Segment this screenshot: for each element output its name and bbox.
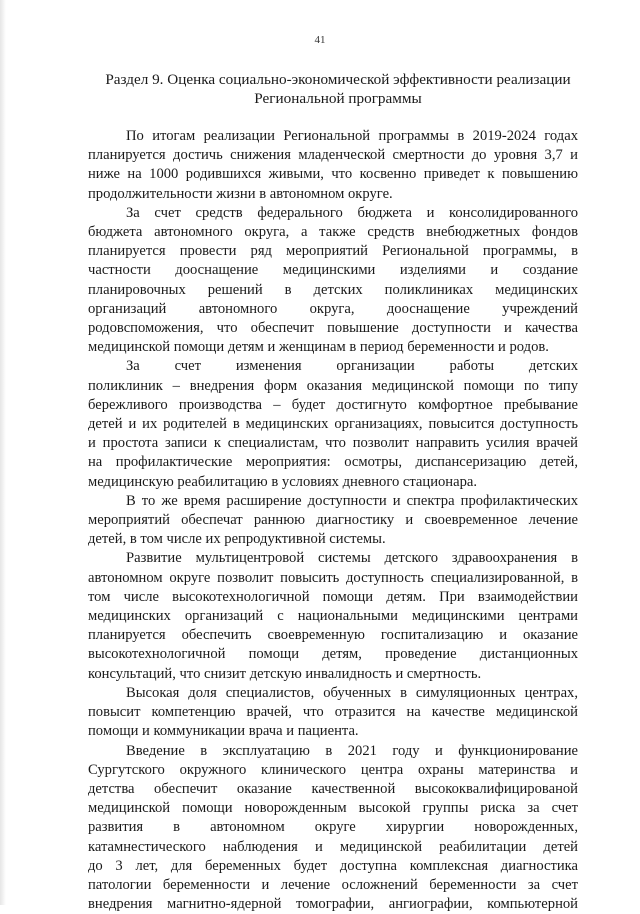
text-line: частности дооснащение медицинскими изделиями и создание [88,261,578,280]
text-line: организаций автономного округа, дооснащение учреждений [88,300,578,319]
text-line: помощи и коммуникации врача и пациента. [88,722,578,741]
text-line: продолжительности жизни в автономном округе. [88,185,578,204]
text-line: и простота записи к специалистам, что позволит направить усилия врачей [88,434,578,453]
text-line: детей, в том числе их репродуктивной системы. [88,530,578,549]
paragraph [88,492,578,550]
paragraph [88,127,578,204]
paragraph [88,357,578,491]
text-line: автономном округе позволит повысить доступность специализированной, в [88,569,578,588]
text-line: на профилактические мероприятия: осмотры, диспансеризацию детей, [88,453,578,472]
paragraph [88,684,578,742]
body-text [88,127,578,914]
text-line: бережливого производства – будет достигнуто комфортное пребывание [88,396,578,415]
text-line: развития в автономном округе хирургии новорожденных, [88,818,578,837]
text-line: Введение в эксплуатацию в 2021 году и функционирование [88,742,578,761]
text-line: планируется провести ряд мероприятий Региональной программы, в [88,242,578,261]
text-line: консультаций, что снизит детскую инвалидность и смертность. [88,665,578,684]
text-line: том числе высокотехнологичной помощи детям. При взаимодействии [88,588,578,607]
paragraph [88,204,578,358]
text-line: мероприятий обеспечат раннюю диагностику и своевременное лечение [88,511,578,530]
text-line: поликлиник – внедрения форм оказания медицинской помощи по типу [88,377,578,396]
text-line: По итогам реализации Региональной программы в 2019-2024 годах [88,127,578,146]
text-line: детей и их родителей в медицинских организациях, повысится доступность [88,415,578,434]
text-line: патологии беременности и лечение осложнений беременности за счет [88,876,578,895]
section-title-line-2: Региональной программы [88,89,588,108]
text-line: бюджета автономного округа, а также средств внебюджетных фондов [88,223,578,242]
text-line: За счет средств федерального бюджета и консолидированного [88,204,578,223]
text-line: планировочных решений в детских поликлиниках медицинских [88,281,578,300]
text-line: повысит компетенцию врачей, что отразится на качестве медицинской [88,703,578,722]
text-line: ниже на 1000 родившихся живыми, что косвенно приведет к повышению [88,165,578,184]
text-line: За счет изменения организации работы детских [88,357,578,376]
text-line: медицинскую реабилитацию в условиях дневного стационара. [88,473,578,492]
text-line: В то же время расширение доступности и спектра профилактических [88,492,578,511]
text-line: Высокая доля специалистов, обученных в симуляционных центрах, [88,684,578,703]
text-line: планируется обеспечить своевременную госпитализацию и оказание [88,626,578,645]
text-line: Сургутского окружного клинического центра охраны материнства и [88,761,578,780]
section-title [88,70,588,108]
text-line: медицинской помощи новорожденным высокой группы риска за счет [88,799,578,818]
paragraph [88,742,578,914]
section-title-line-1: Раздел 9. Оценка социально-экономической эффективности реализации [88,70,588,89]
text-line: внедрения магнитно-ядерной томографии, ангиографии, компьютерной [88,895,578,914]
paragraph [88,549,578,683]
text-line: медицинских организаций с национальными медицинскими центрами [88,607,578,626]
scan-edge [0,0,6,905]
text-line: Развитие мультицентровой системы детского здравоохранения в [88,549,578,568]
text-line: катамнестического наблюдения и медицинской реабилитации детей [88,838,578,857]
text-line: планируется достичь снижения младенческой смертности до уровня 3,7 и [88,146,578,165]
page-number: 41 [0,34,640,46]
text-line: медицинской помощи детям и женщинам в период беременности и родов. [88,338,578,357]
text-line: родовспоможения, что обеспечит повышение доступности и качества [88,319,578,338]
text-line: детства обеспечит оказание качественной высококвалифицированой [88,780,578,799]
text-line: до 3 лет, для беременных будет доступна комплексная диагностика [88,857,578,876]
text-line: высокотехнологичной помощи детям, проведение дистанционных [88,645,578,664]
